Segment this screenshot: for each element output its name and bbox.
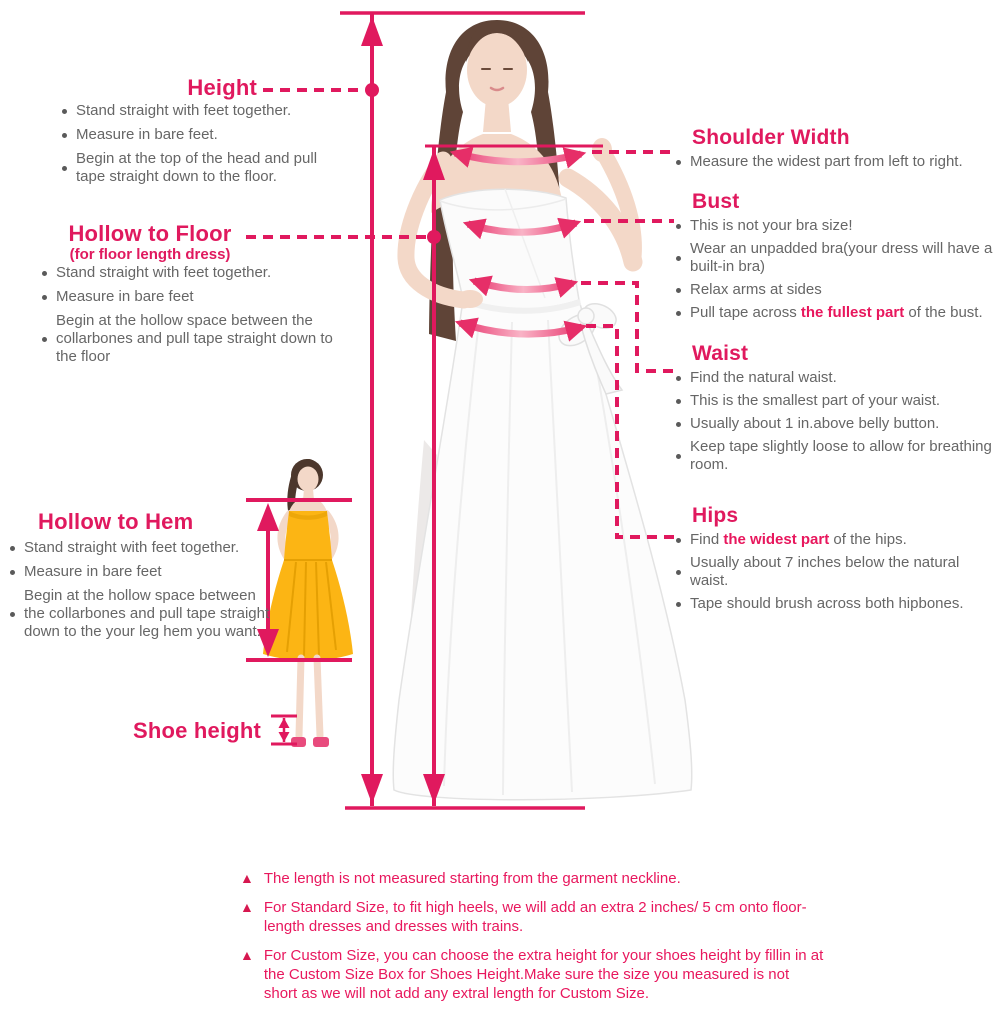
list-item: Usually about 1 in.above belly button. [676, 415, 1000, 433]
bullet-dot [10, 570, 15, 575]
height-section-title: Height [187, 75, 257, 100]
list-item: Stand straight with feet together. [62, 102, 350, 120]
list-item: Begin at the hollow space between the collarbones and pull tape straight down to the your leg hem you want. [10, 587, 272, 641]
list-item: Find the natural waist. [676, 369, 1000, 387]
list-item: Measure the widest part from left to right. [676, 153, 1000, 171]
bullet-dot [62, 109, 67, 114]
hollow-to-floor-section-title: Hollow to Floor (for floor length dress) [50, 222, 250, 263]
bullet-dot [676, 311, 681, 316]
bullet-dot [676, 399, 681, 404]
hips-title: Hips [692, 504, 739, 527]
bullet-dot [676, 570, 681, 575]
height-section-bullets [62, 102, 350, 192]
shoulder-width-section [668, 126, 1000, 176]
footnote: ▲ For Custom Size, you can choose the extra height for your shoes height by fillin in at the Custom Size Box for Shoes Height.Make sure the size you measured is not short as we will not add any extral length for Custom Size. [240, 947, 824, 1002]
hollow-to-floor-subtitle: (for floor length dress) [69, 246, 231, 263]
list-item: Stand straight with feet together. [42, 264, 336, 282]
list-item: Tape should brush across both hipbones. [676, 595, 1000, 613]
warning-triangle-icon: ▲ [240, 870, 254, 886]
list-item: Begin at the top of the head and pull tape straight down to the floor. [62, 150, 350, 186]
list-item: Find the widest part of the hips. [676, 531, 1000, 549]
list-item: Stand straight with feet together. [10, 539, 272, 557]
waist-section [668, 342, 1000, 479]
waist-title: Waist [692, 342, 749, 365]
bullet-dot [10, 546, 15, 551]
hips-section [668, 504, 1000, 618]
bullet-dot [10, 612, 15, 617]
shoe-height-label: Shoe height [133, 718, 262, 743]
shoulder-width-title: Shoulder Width [692, 126, 850, 149]
bullet-dot [676, 454, 681, 459]
bust-section [668, 190, 1000, 327]
list-item: Measure in bare feet [10, 563, 272, 581]
highlighted-phrase: the fullest part [800, 304, 905, 321]
hollow-to-hem-section-title: Hollow to Hem [38, 509, 194, 534]
warning-triangle-icon: ▲ [240, 899, 254, 915]
list-item: Keep tape slightly loose to allow for breathing room. [676, 438, 1000, 474]
bullet-dot [62, 166, 67, 171]
highlighted-phrase: the widest part [723, 531, 830, 548]
list-item: Wear an unpadded bra(your dress will have a built-in bra) [676, 240, 1000, 276]
model-photo-main [393, 20, 692, 800]
list-item: This is not your bra size! [676, 217, 1000, 235]
bullet-dot [42, 295, 47, 300]
list-item: Measure in bare feet. [62, 126, 350, 144]
bullet-dot [676, 160, 681, 165]
bullet-dot [42, 337, 47, 342]
height-measure-line [361, 13, 383, 806]
bullet-dot [676, 538, 681, 543]
list-item: Usually about 7 inches below the natural waist. [676, 554, 1000, 590]
bust-title: Bust [692, 190, 740, 213]
footnote: ▲ The length is not measured starting from the garment neckline. [240, 870, 681, 887]
bullet-dot [42, 271, 47, 276]
bullet-dot [676, 376, 681, 381]
bullet-dot [676, 602, 681, 607]
bullet-dot [676, 224, 681, 229]
list-item: This is the smallest part of your waist. [676, 392, 1000, 410]
hollow-to-floor-bullets [42, 264, 336, 372]
bullet-dot [62, 133, 67, 138]
footnote: ▲ For Standard Size, to fit high heels, we will add an extra 2 inches/ 5 cm onto floor-length dresses and dresses with trains. [240, 899, 807, 935]
list-item: Pull tape across the fullest part of the bust. [676, 304, 1000, 322]
hollow-to-hem-bullets [10, 539, 272, 647]
bullet-dot [676, 422, 681, 427]
bullet-dot [676, 288, 681, 293]
bullet-dot [676, 256, 681, 261]
model-photo-small [263, 459, 353, 747]
list-item: Measure in bare feet [42, 288, 336, 306]
warning-triangle-icon: ▲ [240, 947, 254, 963]
list-item: Relax arms at sides [676, 281, 1000, 299]
list-item: Begin at the hollow space between the collarbones and pull tape straight down to the floor [42, 312, 336, 366]
footnotes [240, 869, 824, 1013]
